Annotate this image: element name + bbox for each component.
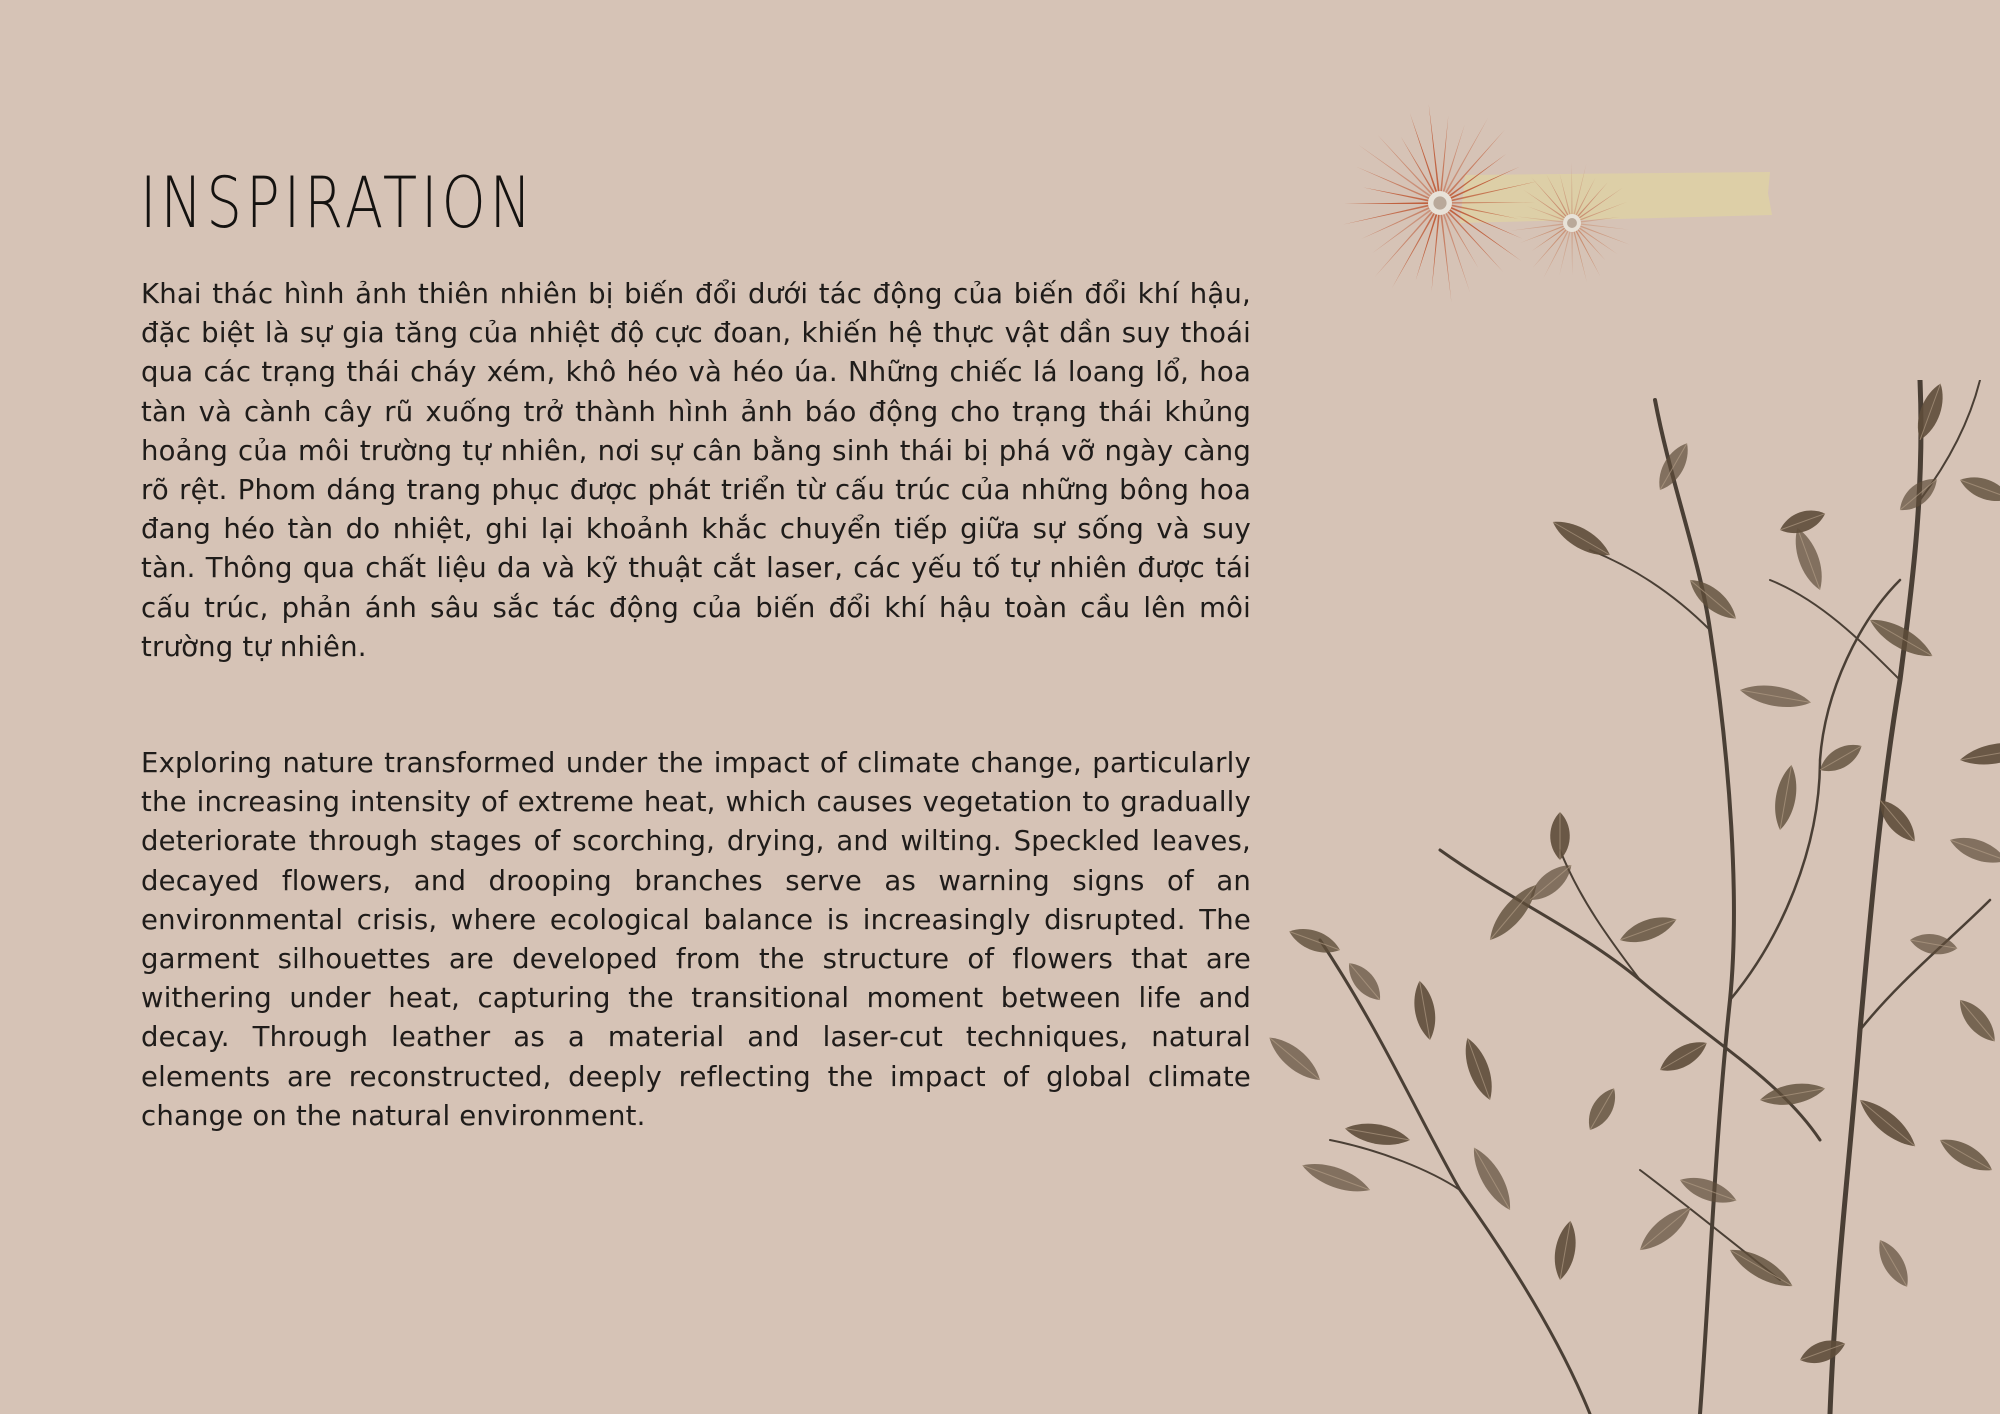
tape-strip <box>1460 172 1772 223</box>
page-title: INSPIRATION <box>140 162 536 244</box>
small-dried-flower <box>1511 162 1631 282</box>
paragraph-vietnamese: Khai thác hình ảnh thiên nhiên bị biến đổi dưới tác động của biến đổi khí hậu, đặc biệt là sự gia tăng của nhiệt độ cực đoan, khiến hệ thực vật dần suy thoái qua các trạng thái cháy xém, khô héo và héo úa. Những chiếc lá loang lổ, hoa tàn và cành cây rũ xuống trở thành hình ảnh báo động cho trạng thái khủng hoảng của môi trường tự nhiên, nơi sự cân bằng sinh thái bị phá vỡ ngày càng rõ rệt. Phom dáng trang phục được phát triển từ cấu trúc của những bông hoa đang héo tàn do nhiệt, ghi lại khoảnh khắc chuyển tiếp giữa sự sống và suy tàn. Thông qua chất liệu da và kỹ thuật cắt laser, các yếu tố tự nhiên được tái cấu trúc, phản ánh sâu sắc tác động của biến đổi khí hậu toàn cầu lên môi trường tự nhiên. <box>141 278 1251 663</box>
paragraph-english: Exploring nature transformed under the impact of climate change, particularly the increasing intensity of extreme heat, which causes vegetation to gradually deteriorate through stages of scorching, drying, and wilting. Speckled leaves, decayed flowers, and drooping branches serve as warning signs of an environmental crisis, where ecological balance is increasingly disrupted. The garment silhouettes are developed from the structure of flowers that are withering under heat, capturing the transitional moment between life and decay. Through leather as a material and laser-cut techniques, natural elements are reconstructed, deeply reflecting the impact of global climate change on the natural environment. <box>141 747 1251 1132</box>
dried-branch-icon <box>1260 380 2000 1414</box>
large-dried-flower <box>1343 104 1537 302</box>
dried-flowers-icon <box>1320 95 1780 325</box>
